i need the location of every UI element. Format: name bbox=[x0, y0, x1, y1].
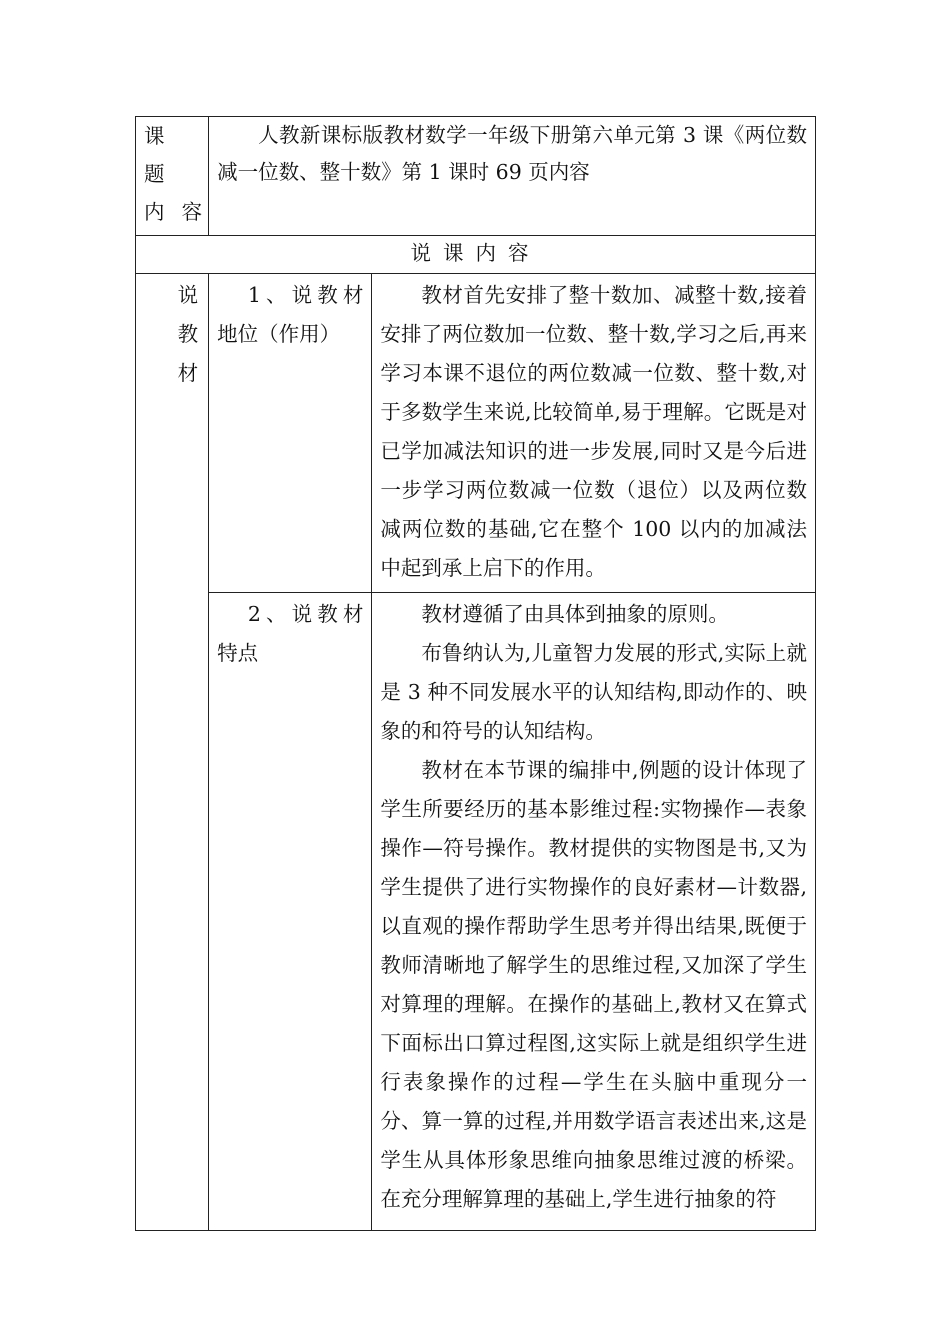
section-title: 说课内容 bbox=[136, 236, 816, 274]
sub-title-2-line1: 2、说教材 bbox=[247, 602, 364, 626]
topic-row bbox=[136, 117, 816, 236]
topic-label-cell bbox=[136, 117, 209, 236]
content-2-paragraph-1: 教材遵循了由具体到抽象的原则。 bbox=[421, 602, 729, 626]
content-row-1 bbox=[136, 274, 816, 593]
left-label-char-3: 材 bbox=[177, 361, 199, 385]
topic-text-cell bbox=[209, 117, 816, 236]
topic-text: 人教新课标版教材数学一年级下册第六单元第 3 课《两位数减一位数、整十数》第 1 课时 69 页内容 bbox=[217, 123, 807, 184]
section-row bbox=[136, 236, 816, 274]
content-cell-2 bbox=[372, 593, 816, 1231]
sub-title-1-line2: 地位（作用） bbox=[217, 322, 341, 346]
content-row-2 bbox=[136, 593, 816, 1231]
topic-label-line2: 内容 bbox=[144, 200, 203, 224]
sub-title-2-line2: 特点 bbox=[217, 641, 259, 665]
sub-title-1-line1: 1、说教材 bbox=[247, 283, 364, 307]
left-label-char-2: 教 bbox=[177, 322, 199, 346]
content-2-paragraph-2: 布鲁纳认为,儿童智力发展的形式,实际上就是 3 种不同发展水平的认知结构,即动作的、映象的和符号的认知结构。 bbox=[380, 641, 807, 743]
sub-title-cell-1 bbox=[209, 274, 372, 593]
content-cell-1 bbox=[372, 274, 816, 593]
left-label-char-1: 说 bbox=[177, 283, 199, 307]
left-label-cell bbox=[136, 274, 209, 1231]
content-2-paragraph-3: 教材在本节课的编排中,例题的设计体现了学生所要经历的基本影维过程:实物操作—表象操作—符号操作。教材提供的实物图是书,又为学生提供了进行实物操作的良好素材—计数器,以直观的操作帮助学生思考并得出结果,既便于教师清晰地了解学生的思维过程,又加深了学生对算理的理解。在操作的基础上,教材又在算式下面标出口算过程图,这实际上就是组织学生进行表象操作的过程—学生在头脑中重现分一分、算一算的过程,并用数学语言表述出来,这是学生从具体形象思维向抽象思维过渡的桥梁。在充分理解算理的基础上,学生进行抽象的符 bbox=[380, 758, 807, 1211]
sub-title-cell-2 bbox=[209, 593, 372, 1231]
content-1-paragraph-1: 教材首先安排了整十数加、减整十数,接着安排了两位数加一位数、整十数,学习之后,再来学习本课不退位的两位数减一位数、整十数,对于多数学生来说,比较简单,易于理解。它既是对已学加减法知识的进一步发展,同时又是今后进一步学习两位数减一位数（退位）以及两位数减两位数的基础,它在整个 100 以内的加减法中起到承上启下的作用。 bbox=[380, 283, 807, 580]
lesson-table bbox=[135, 116, 816, 1231]
topic-label-line1: 课 题 bbox=[144, 124, 185, 186]
